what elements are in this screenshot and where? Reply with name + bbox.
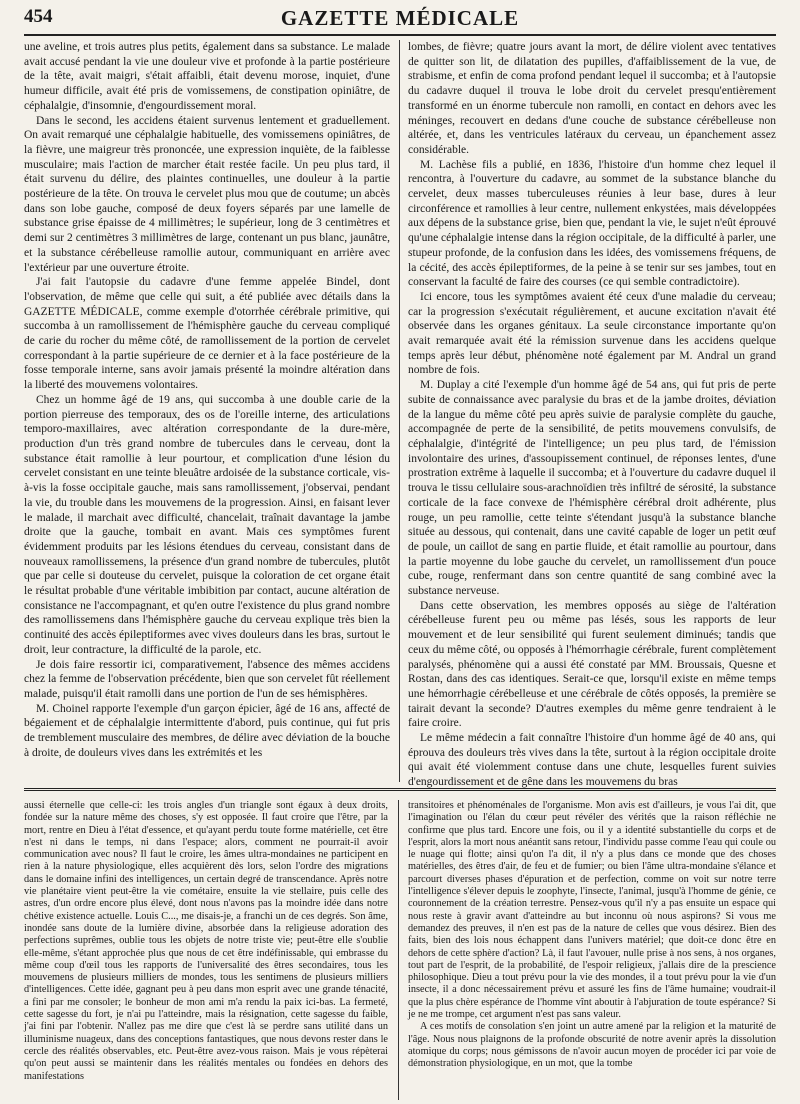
paragraph: Le même médecin a fait connaître l'histoire d'un homme âgé de 40 ans, qui éprouva des douleurs très vives dans la tête, surtout à la région occipitale droite qui avait été violemment contuse dans une chute, lesquelles furent suivies d'engourdissement et de gêne dans les mouvemens du bras (408, 732, 776, 789)
page-header (24, 6, 776, 32)
header-rule (24, 34, 776, 36)
paragraph: Ici encore, tous les symptômes avaient été ceux d'une maladie du cerveau; car la progression s'exécutait régulièrement, et aucune excitation n'avait été observée dans les organes génitaux. La seule circonstance importante qu'on avait remarquée avait été la rémission survenue dans les accidens quelque temps après leur début, phénomène noté également par M. Andral un grand nombre de fois. (408, 290, 776, 377)
paragraph: M. Lachèse fils a publié, en 1836, l'histoire d'un homme chez lequel il rencontra, à l'ouverture du cadavre, au sommet de la substance blanche du cervelet, deux masses tuberculeuses réunies à leur base, dures à leur circonférence et ramollies à leur centre, nullement enkystées, mais développées aux dépens de la substance grise, bien que, pendant la vie, le sujet n'eût éprouvé qu'une céphalalgie intense dans la région occipitale, de la difficulté à parler, une stupeur profonde, de la confusion dans les idées, des vomissemens fréquens, de la cécité, des accès épileptiformes, de la peine à se tenir sur ses jambes, tout en conservant la faculté de faire des courses (ce qui semble contradictoire). (408, 158, 776, 289)
paragraph: M. Duplay a cité l'exemple d'un homme âgé de 54 ans, qui fut pris de perte subite de connaissance avec paralysie du bras et de la jambe droites, déviation de la langue du même côté peu après suivie de paralysie complète du gauche, accompagnée de perte de la sensibilité, de petits mouvemens convulsifs, de céphalalgie, d'intégrité de l'intelligence; un peu plus tard, de l'émission involontaire des urines, d'assoupissement continuel, de réponses lentes, d'une prostration extrême à laquelle il succomba; et à l'ouverture du cadavre duquel il trouva le tissu cellulaire sous-arachnoïdien très infiltré de sérosité, la substance corticale de la face convexe de l'hémisphère cérébral droit adhérente, plus rouge, un peu ramollie, cette teinte s'étendant jusqu'à la substance blanche située au dessous, qui contenait, dans une cavité capable de loger un petit œuf de poule, un caillot de sang en partie fluide, et était ramollie au pourtour, dans la partie moyenne du lobe gauche du cervelet, un ramollissement d'un pouce cube, rouge, renfermant dans son centre quantité de sang combiné avec la substance nerveuse. (408, 379, 776, 598)
column-divider (398, 800, 399, 1100)
paragraph: Dans cette observation, les membres opposés au siège de l'altération cérébelleuse furent peu ou même pas lésés, sous les rapports de leur mouvement et de leur sensibilité qui furent seulement diminués; tandis que ceux du même côté, ou opposés à l'hémorrhagie cérébrale, furent complètement paralysés, phénomène qui a aussi été constaté par MM. Broussais, Quesne et Rostan, dans des cas identiques. Serait-ce que, lorsqu'il existe en même temps une hémorrhagie cérébelleuse et une cérébrale de côtés opposés, la première se tairait devant la seconde? D'autres exemples du même genre tendraient à le faire croire. (408, 599, 776, 730)
paragraph: M. Choinel rapporte l'exemple d'un garçon épicier, âgé de 16 ans, affecté de bégaiement et de céphalalgie intermittente d'abord, puis continue, qui fut pris de tremblement musculaire des membres, de délire avec déviation de la bouche à droite, de douleurs vives dans les extrémités et les (24, 702, 390, 759)
feuilleton-rule (24, 788, 776, 791)
paragraph: Je dois faire ressortir ici, comparativement, l'absence des mêmes accidens chez la femme de l'observation précédente, bien que son cervelet fût réellement malade, puisqu'il était ramolli dans une portion de l'un de ses hémisphères. (24, 658, 390, 700)
paragraph: J'ai fait l'autopsie du cadavre d'une femme appelée Bindel, dont l'observation, de même que celle qui suit, a été publiée avec détails dans la GAZETTE MÉDICALE, comme exemple d'otorrhée cérébrale primitive, qui succomba à un ramollissement de l'hémisphère gauche du cerveau compliqué de carie du rocher du même côté, de ramollissement de la portion de cervelet correspondant à la partie supérieure de ce dernier et à la face postérieure de la fosse temporale interne, sans avoir jamais présenté la moindre altération dans la liberté des mouvemens volontaires. (24, 276, 390, 392)
paragraph: A ces motifs de consolation s'en joint un autre amené par la religion et la maturité de l'âge. Nous nous plaignons de la profonde obscurité de notre avenir après la dissolution atomique du corps; nous gémissons de n'avoir aucun moyen de procéder ici par voie de démonstration physiologique, en un mot, que la tombe (408, 1021, 776, 1070)
page-number: 454 (24, 6, 53, 27)
paragraph: Chez un homme âgé de 19 ans, qui succomba à une double carie de la portion pierreuse des temporaux, des os de l'oreille interne, des articulations temporo-maxillaires, avec altération correspondante de la dure-mère, production d'un très grand nombre de tubercules dans le cerveau, dont la substance était ramollie à leur pourtour, et complication d'une lésion du cervelet consistant en une teinte bleuâtre ardoisée de la substance corticale, vis-à-vis la fosse occipitale gauche, mais sans ramollissement, j'observai, pendant la vie, du trouble dans les mouvemens de la progression. Ainsi, en faisant lever le malade, il marchait avec difficulté, chancelait, traînait davantage la jambe droite que la gauche, tombait en avant. Mais ces symptômes furent évidemment produits par les lésions étendues du cerveau, consistant dans de nouveaux ramollissemens, la présence d'un grand nombre de tubercules, plutôt que par celle si douteuse du cervelet, puisque la coloration de cet organe était le résultat probable d'une véritable imbibition par contact, aucune altération de consistance ne l'accompagnant, et qu'en outre l'existence du plus grand nombre des ramollissemens dans l'hémisphère gauche du cerveau explique très bien la continuité des accès épileptiformes avec vives douleurs dans les bras, surtout le droit, leur contracture, la difficulté de la parole, etc. (24, 393, 390, 656)
paragraph: aussi éternelle que celle-ci: les trois angles d'un triangle sont égaux à deux droits, fondée sur la nature même des choses, s'y est opposée. Il faut croire que l'être, par la mort, rentre en Dieu à l'état d'essence, et qu'ayant perdu toute forme matérielle, cet être n'est ni dans le temps, ni dans l'espace; alors, comment ne pourrait-il avoir communication avec nous? Il faut le croire, les âmes ultra-mondaines ne participent en rien à la nature physiologique, elles acquièrent dès lors, selon l'ordre des migrations dans le domaine infini des intelligences, un certain degré de transcendance. Après notre vie planétaire vient peut-être la vie cométaire, ensuite la vie stellaire, puis celle des astres, d'un ordre encore plus élevé, dont nous n'avons pas la moindre idée dans notre chétive existence actuelle. Louis C..., me disais-je, a franchi un de ces degrés. Son âme, inondée sans doute de la lumière divine, absorbée dans la religieuse adoration des perfections suprêmes, oublie tous les objets de notre triste vie; peut-être elle s'oublie elle-même, s'étant approchée plus que nous de cet être indéfinissable, qui embrasse du même coup d'œil tous les rapports de l'universalité des êtres secondaires, tous les mouvemens de plusieurs milliers de mondes, tous les sentimens de plusieurs milliers d'intelligences. Cette idée, gagnant peu à peu dans mon esprit avec une grande ténacité, a fini par me consoler; le bonheur de mon ami m'a rendu la paix ici-bas. La fermeté, cette sagesse du fort, je n'ai pu l'atteindre, mais la résignation, cette sagesse du faible, j'ai fini par l'obtenir. N'allez pas me dire que c'est là se perdre sans utilité dans un illuminisme nuageux, dans des conceptions fantastiques, que nous devons rester dans le cercle des réalités observables, etc. Peut-être avez-vous raison. Mais je vous répèterai qu'on peut aussi se maintenir dans les réalités mentales ou fondées en dehors des manifestations (24, 800, 388, 1082)
feuilleton-column-right (408, 800, 776, 1100)
column-divider (399, 40, 400, 782)
article-column-right (408, 40, 776, 789)
paragraph: Dans le second, les accidens étaient survenus lentement et graduellement. On avait remarqué une céphalalgie habituelle, des vomissemens opiniâtres, de la fièvre, une maigreur très prononcée, une expression inquiète, de la faiblesse musculaire; mais l'action de marcher était restée facile. Un peu plus tard, il était survenu du délire, des plaintes continuelles, une douleur à la partie postérieure de la tête. On trouva le cervelet plus mou que de coutume; un abcès dans son lobe gauche, composé de deux foyers séparés par une lamelle de substance grise épaisse de 4 millimètres; le supérieur, long de 3 centimètres et demi sur 2 centimètres 3 millimètres de large, contenant un pus blanc, jaunâtre, et la substance cérébelleuse ramollie autour, communiquant en arrière avec l'extérieur par une ouverture étroite. (24, 114, 390, 274)
journal-title: GAZETTE MÉDICALE (280, 6, 520, 30)
feuilleton-column-left (24, 800, 388, 1100)
article-column-left (24, 40, 390, 782)
paragraph: une aveline, et trois autres plus petits, également dans sa substance. Le malade avait accusé pendant la vie une douleur vive et profonde à la partie postérieure de la tête, avait maigri, s'était affaibli, était devenu morose, inquiet, d'une humeur difficile, avait été pris de vomissemens, de constipation opiniâtre, de céphalalgie, d'insomnie, d'engourdissement moral. (24, 41, 390, 112)
paragraph: lombes, de fièvre; quatre jours avant la mort, de délire violent avec tentatives de quitter son lit, de dilatation des pupilles, d'affaiblissement de la vue, de strabisme, et enfin de coma profond pendant lequel il succomba; et à l'autopsie du cadavre duquel il trouva le lobe droit du cervelet presqu'entièrement transformé en un énorme tubercule non ramolli, en contact en dehors avec les méninges, recouvert en dedans d'une couche de substance cérébelleuse non altérée, et, dans les ventricules latéraux du cerveau, un épanchement assez considérable. (408, 41, 776, 156)
paragraph: transitoires et phénoménales de l'organisme. Mon avis est d'ailleurs, je vous l'ai dit, que l'imagination ou l'élan du cœur peut révéler des vérités que la raison réfléchie ne confirme que plus tard. Encore une fois, ou il y a identité substantielle du corps et de l'esprit, alors la mort nous anéantit sans retour, l'individu passe comme l'eau qui coule ou le nuage qui flotte; ainsi qu'on l'a dit, il n'y a plus dans ce monde que des choses matérielles, des êtres d'air, de feu et de fumier; ou bien l'âme ultra-mondaine s'élance et parcourt diverses phases d'épuration et de perfection, comme on voit sur notre terre l'intelligence s'élever depuis le zoophyte, l'insecte, l'animal, jusqu'à l'homme de génie, ce couronnement de la création terrestre. Pensez-vous qu'il n'y a pas ensuite un espace qui nous reste à gravir avant d'atteindre au but inconnu où nous aspirons? Si vous me demandez des preuves, il n'en est pas de la nature de celles que vous désirez. Bien des faits, bien des lois nous échappent dans l'univers matériel; que doit-ce donc être en dehors de cette sphère d'action? Là, il faut l'avouer, nulle prise à nos sens, à nos organes, tout part de l'esprit, de la probabilité, de l'espoir religieux, j'allais dire de la prescience philosophique. Dieu a tout prévu pour la vie des mondes, il a tout prévu pour la vie d'un insecte, il a donc nécessairement prévu et assuré les fins de l'âme humaine; voudrait-il que la plus chère espérance de l'homme vînt aboutir à l'abjuration de toute espérance? Si je ne me trompe, cet argument n'est pas sans valeur. (408, 800, 776, 1021)
